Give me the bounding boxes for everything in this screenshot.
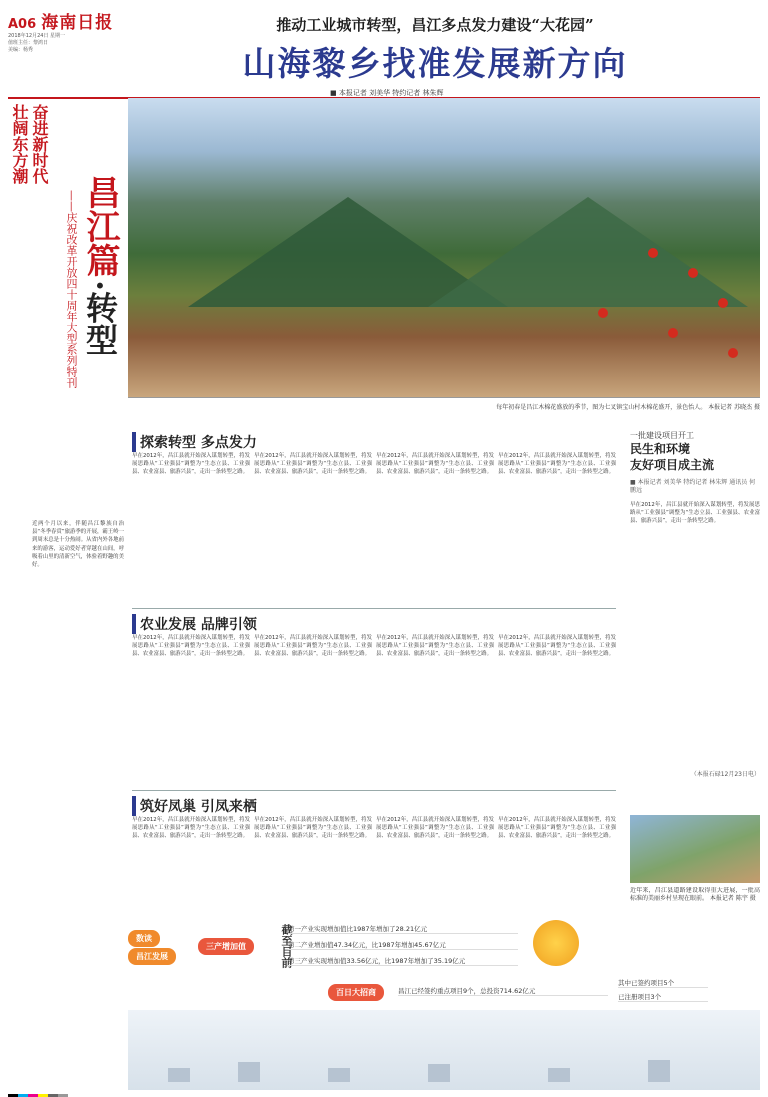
edition-title: 昌江篇 (80, 175, 120, 277)
invest-label: 百日大招商 (328, 984, 384, 1001)
body-column: 早在2012年，昌江县就开始深入谋划转型，将发展思路从“工业强县”调整为“生态立县、工业强县、农业富县、旅游兴县”，走出一条转型之路。 (132, 453, 250, 476)
right-story-kicker: 一批建设项目开工 (630, 431, 694, 440)
body-column: 早在2012年，昌江县就开始深入谋划转型，将发展思路从“工业强县”调整为“生态立县、工业强县、农业富县、旅游兴县”，走出一条转型之路。 (254, 453, 372, 476)
divider (132, 608, 616, 609)
designer-line: 美编：杨秀 (8, 47, 34, 53)
paper-name: 海南日报 (41, 13, 114, 33)
right-story-title-2: 友好项目成主流 (630, 458, 715, 472)
stats-arrow: 三产增加值 (198, 938, 254, 955)
right-story-title-1: 民生和环境 (630, 442, 691, 456)
village-illustration (128, 1010, 760, 1090)
lead-text: 近两个月以来，伴随昌江黎族自治县“冬季春赏”旅游季的开展，霸王岭一到周末总是十分热闹。从省内外各地前来的游客，运动爱好者穿越在山间，呼吸着山里的清新空气，体验着野趣的美好。 (32, 521, 124, 569)
stats-stamp: 截至目前 (280, 924, 293, 968)
headline-kicker: 推动工业城市转型，昌江多点发力建设“大花园” (276, 16, 594, 34)
stats-label-1: 数读 (128, 930, 160, 947)
right-story-dateline: （本报石碌12月23日电） (690, 771, 760, 778)
flower-dot (668, 328, 678, 338)
body-column: 早在2012年，昌江县就开始深入谋划转型，将发展思路从“工业强县”调整为“生态立县、工业强县、农业富县、旅游兴县”，走出一条转型之路。 (498, 635, 616, 658)
section-title-2: 农业发展 品牌引领 (132, 614, 257, 634)
body-column: 早在2012年，昌江县就开始深入谋划转型，将发展思路从“工业强县”调整为“生态立县、工业强县、农业富县、旅游兴县”，走出一条转型之路。 (630, 502, 760, 525)
flower-dot (598, 308, 608, 318)
slogan-2: 奋进新时代 (30, 104, 49, 184)
invest-note-2: 已注册项目3个 (618, 992, 708, 1002)
stat-line-1: 第一产业实现增加值比1987年增加了28.21亿元 (288, 924, 518, 934)
section-title-1: 探索转型 多点发力 (132, 432, 257, 452)
house-shape (428, 1064, 450, 1082)
section-title-3: 筑好凤巢 引凤来栖 (132, 796, 257, 816)
body-column: 早在2012年，昌江县就开始深入谋划转型，将发展思路从“工业强县”调整为“生态立县、工业强县、农业富县、旅游兴县”，走出一条转型之路。 (376, 817, 494, 840)
right-story (630, 430, 760, 778)
road-photo (630, 815, 760, 883)
invest-note-1: 其中已签约项目5个 (618, 978, 708, 988)
print-color-bar (8, 1085, 128, 1091)
stats-label-2: 昌江发展 (128, 948, 176, 965)
byline: ■ 本报记者 刘美华 特约记者 林朱辉 (330, 89, 444, 97)
flower-dot (688, 268, 698, 278)
main-headline: 山海黎乡找准发展新方向 (242, 44, 628, 83)
stats-band (128, 920, 760, 1010)
body-column: 早在2012年，昌江县就开始深入谋划转型，将发展思路从“工业强县”调整为“生态立县、工业强县、农业富县、旅游兴县”，走出一条转型之路。 (254, 635, 372, 658)
body-column: 早在2012年，昌江县就开始深入谋划转型，将发展思路从“工业强县”调整为“生态立县、工业强县、农业富县、旅游兴县”，走出一条转型之路。 (498, 817, 616, 840)
body-column: 早在2012年，昌江县就开始深入谋划转型，将发展思路从“工业强县”调整为“生态立县、工业强县、农业富县、旅游兴县”，走出一条转型之路。 (376, 635, 494, 658)
body-column: 早在2012年，昌江县就开始深入谋划转型，将发展思路从“工业强县”调整为“生态立县、工业强县、农业富县、旅游兴县”，走出一条转型之路。 (498, 453, 616, 476)
body-column: 早在2012年，昌江县就开始深入谋划转型，将发展思路从“工业强县”调整为“生态立县、工业强县、农业富县、旅游兴县”，走出一条转型之路。 (376, 453, 494, 476)
mountain-shape (428, 197, 748, 307)
right-story-byline: ■ 本报记者 刘美华 特约记者 林朱辉 通讯员 何鹏远 (630, 479, 756, 494)
stat-line-3: 第三产业实现增加值33.56亿元，比1987年增加了35.19亿元 (288, 956, 518, 966)
flower-dot (718, 298, 728, 308)
body-column: 早在2012年，昌江县就开始深入谋划转型，将发展思路从“工业强县”调整为“生态立县、工业强县、农业富县、旅游兴县”，走出一条转型之路。 (132, 635, 250, 658)
house-shape (168, 1068, 190, 1082)
body-column: 早在2012年，昌江县就开始深入谋划转型，将发展思路从“工业强县”调整为“生态立县、工业强县、农业富县、旅游兴县”，走出一条转型之路。 (132, 817, 250, 840)
house-shape (328, 1068, 350, 1082)
invest-text: 昌江已经签约重点项目9个，总投资714.62亿元 (398, 986, 608, 996)
stat-line-2: 第二产业增加值47.34亿元，比1987年增加45.67亿元 (288, 940, 518, 950)
house-shape (238, 1062, 260, 1082)
date-line: 2018年12月24日 星期一 (8, 33, 66, 39)
body-column: 早在2012年，昌江县就开始深入谋划转型，将发展思路从“工业强县”调整为“生态立县、工业强县、农业富县、旅游兴县”，走出一条转型之路。 (254, 817, 372, 840)
divider (132, 790, 616, 791)
photo-caption: 每年初春是昌江木棉花盛放的季节，图为七叉镇宝山村木棉花盛开，景色怡人。 本报记者 苏晓杰 摄 (496, 404, 760, 411)
page-number: A06 (8, 17, 37, 32)
house-shape (648, 1060, 670, 1082)
editor-line: 值班主任：黎鸿日 (8, 40, 49, 46)
house-shape (548, 1068, 570, 1082)
masthead (8, 8, 120, 68)
series-title: ——庆祝改革开放四十周年大型系列特刊 (65, 190, 78, 388)
hero-photo (128, 98, 760, 398)
flower-dot (648, 248, 658, 258)
coin-icon (533, 920, 579, 966)
flower-dot (728, 348, 738, 358)
road-photo-caption: 近年来，昌江县道路建设取得重大进展，一批高标准的美丽乡村呈现在眼前。 本报记者 陈宇 摄 (630, 887, 760, 902)
edition-subtitle: ·转型 (81, 280, 119, 356)
slogan-1: 壮阔东方潮 (10, 104, 29, 184)
